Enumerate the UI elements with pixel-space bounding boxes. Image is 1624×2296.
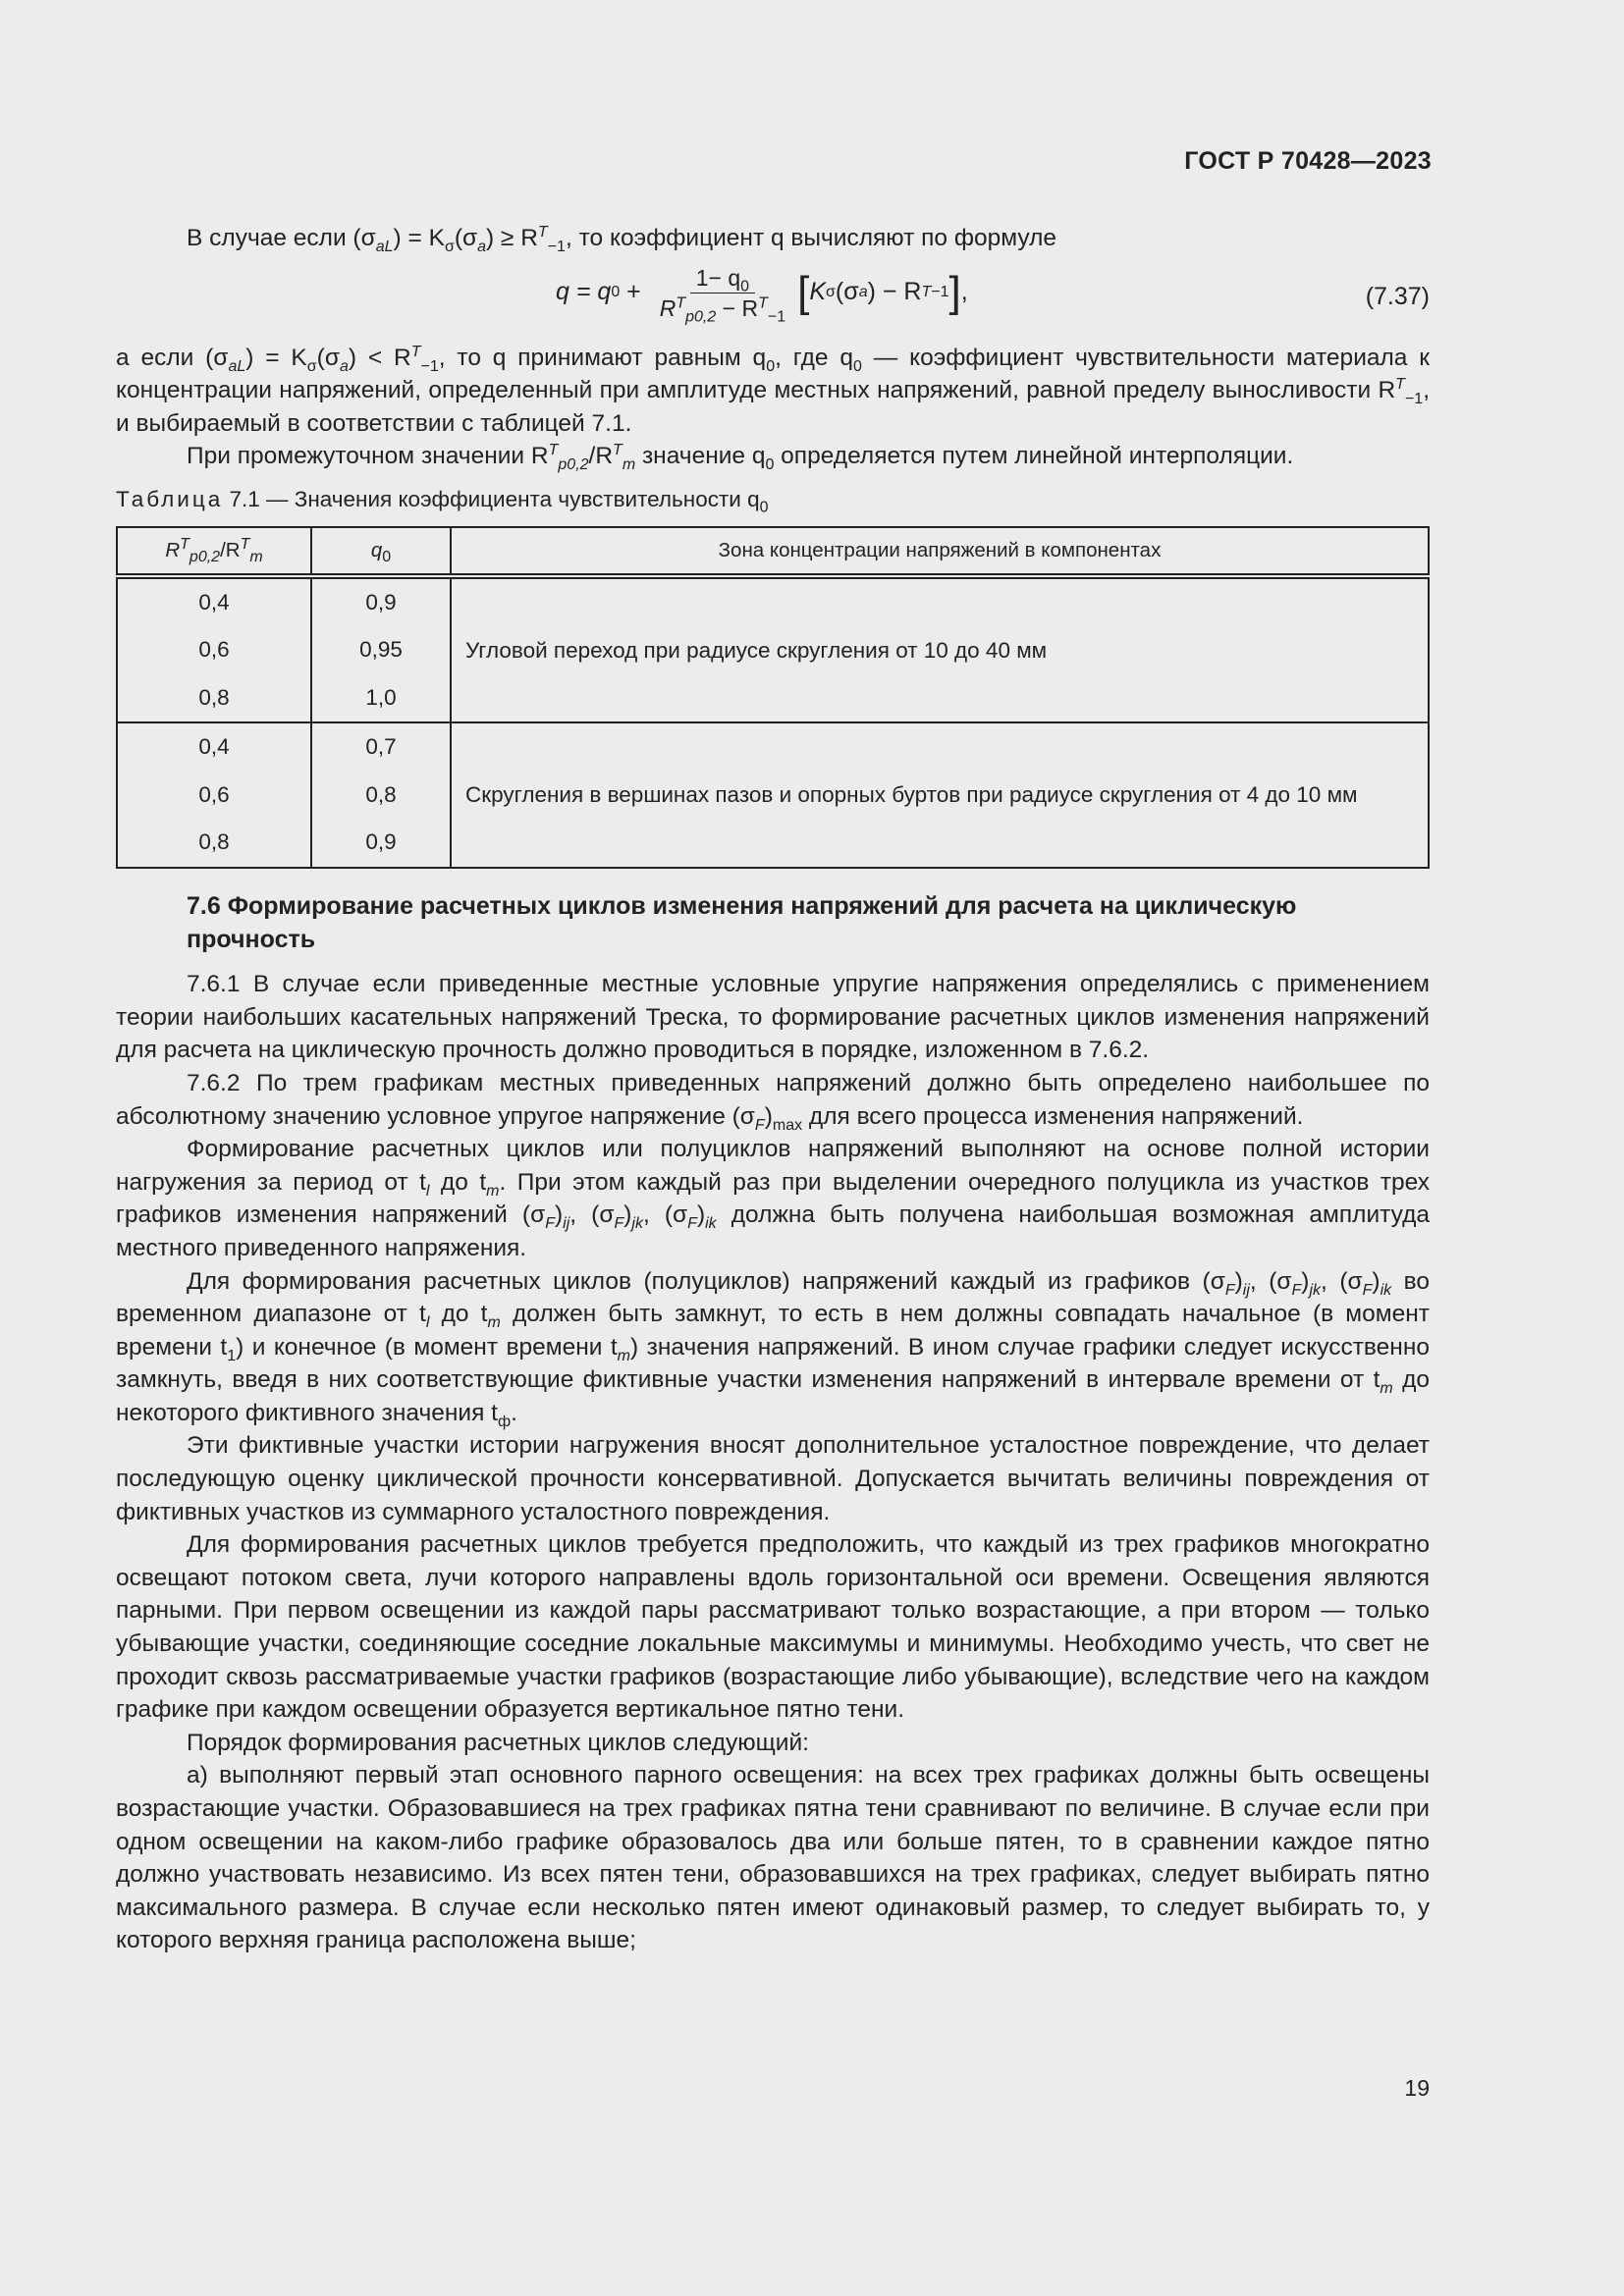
paragraph-order: Порядок формирования расчетных циклов следующий: bbox=[187, 1729, 809, 1756]
intro-paragraph: В случае если $(\sigma_{aL}) = K_\sigma(\sigma_a) \ge R^T_{-1}$, то коэффициент q вычисляют по формуле bbox=[187, 223, 1057, 255]
ratio-cell: 0,4 0,6 0,8 bbox=[117, 722, 311, 868]
column-header-zone: Зона концентрации напряжений в компонентах bbox=[451, 527, 1429, 576]
zone-cell: Скругления в вершинах пазов и опорных буртов при радиусе скругления от 4 до 10 мм bbox=[451, 722, 1429, 868]
formula-7-37 bbox=[116, 259, 1430, 340]
paragraph-after-formula: а если $(\sigma_{aL}) = K_\sigma(\sigma_a) < R^T_{-1}$, то q принимают равным $q_0$, где $q_0$ — коэффициент чувствительности материала к концентрации напряжений, определенный при амплитуде местных напряжений, равной пределу выносливости $R^T_{-1}$, и выбираемый в соответствии с таблицей 7.1. bbox=[116, 343, 1430, 437]
page-number: 19 bbox=[1404, 2075, 1430, 2101]
column-header-ratio: $R^T_{p0,2}/R^T_m$ bbox=[117, 527, 311, 576]
paragraph-cycle-formation: Формирование расчетных циклов или полуциклов напряжений выполняют на основе полной истории нагружения за период от $t_l$ до $t_m$. При этом каждый раз при выделении очередного полуцикла из участков трех графиков изменения напряжений $(\sigma_F)_{ij}$, $(\sigma_F)_{jk}$, $(\sigma_F)_{ik}$ должна быть получена наибольшая возможная амплитуда местного приведенного напряжения. bbox=[116, 1136, 1430, 1261]
paragraph-fictive: Эти фиктивные участки истории нагружения вносят дополнительное усталостное повреждение, что делает последующую оценку циклической прочности консервативной. Допускается вычитать величины повреждения от фиктивных участков из суммарного усталостного повреждения. bbox=[116, 1432, 1430, 1525]
paragraph-interpolation: При промежуточном значении $R^T_{p0,2}/R^T_m$ значение $q_0$ определяется путем линейной интерполяции. bbox=[187, 442, 1294, 474]
formula-body: q = q 0 + $\frac{1- q_0}{R^T_{p0,2} - R^T_{-1}}$ [ K σ (σ a ) − R T −1 ] , bbox=[556, 264, 968, 326]
section-heading-7-6: 7.6 Формирование расчетных циклов изменения напряжений для расчета на циклическую прочность bbox=[187, 891, 1297, 953]
coefficient-table bbox=[116, 526, 1430, 869]
page-content bbox=[116, 222, 1430, 1957]
formula-fraction: $\frac{1- q_0}{R^T_{p0,2} - R^T_{-1}}$ bbox=[659, 264, 786, 326]
ratio-cell: 0,4 0,6 0,8 bbox=[117, 576, 311, 723]
table-caption: Таблица 7.1 — Значения коэффициента чувствительности $q_0$ bbox=[116, 486, 769, 516]
formula-number: (7.37) bbox=[1365, 282, 1430, 310]
table-row bbox=[117, 722, 1429, 868]
paragraph-illumination: Для формирования расчетных циклов требуется предположить, что каждый из трех графиков многократно освещают потоком света, лучи которого направлены вдоль горизонтальной оси времени. Освещения являются парными. При первом освещении из каждой пары рассматривают только возрастающие, а при втором — только убывающие участки, соединяющие соседние локальные максимумы и минимумы. Необходимо учесть, что свет не проходит сквозь рассматриваемые участки графиков (возрастающие либо убывающие), вследствие чего на каждом графике при каждом освещении образуется вертикальное пятно тени. bbox=[116, 1531, 1430, 1724]
zone-cell: Угловой переход при радиусе скругления от 10 до 40 мм bbox=[451, 576, 1429, 723]
document-id: ГОСТ Р 70428—2023 bbox=[1184, 147, 1432, 175]
table-header-row bbox=[117, 527, 1429, 576]
q0-cell: 0,9 0,95 1,0 bbox=[311, 576, 451, 723]
column-header-q0: $q_0$ bbox=[311, 527, 451, 576]
paragraph-7-6-1: 7.6.1 В случае если приведенные местные условные упругие напряжения определялись с применением теории наибольших касательных напряжений Треска, то формирование расчетных циклов изменения напряжений для расчета на циклическую прочность должно проводиться в порядке, изложенном в 7.6.2. bbox=[116, 971, 1430, 1064]
paragraph-closure: Для формирования расчетных циклов (полуциклов) напряжений каждый из графиков $(\sigma_F)_{ij}$, $(\sigma_F)_{jk}$, $(\sigma_F)_{ik}$ во временном диапазоне от $t_l$ до $t_m$ должен быть замкнут, то есть в нем должны совпадать начальное (в момент времени $t_1$) и конечное (в момент времени $t_m$) значения напряжений. В ином случае графики следует искусственно замкнуть, введя в них соответствующие фиктивные участки изменения напряжений в интервале времени от $t_m$ до некоторого фиктивного значения $t_ф$. bbox=[116, 1267, 1430, 1430]
paragraph-step-a: а) выполняют первый этап основного парного освещения: на всех трех графиках должны быть освещены возрастающие участки. Образовавшиеся на трех графиках пятна тени сравнивают по величине. В случае если при одном освещении на каком-либо графике образовалось два или больше пятен, то в сравнении каждое пятно должно участвовать независимо. Из всех пятен тени, образовавшихся на трех графиках, следует выбирать пятно максимального размера. В случае если несколько пятен имеют одинаковый размер, то следует выбирать то, у которого верхняя граница расположена выше; bbox=[116, 1762, 1430, 1954]
q0-cell: 0,7 0,8 0,9 bbox=[311, 722, 451, 868]
table-row bbox=[117, 576, 1429, 723]
paragraph-7-6-2: 7.6.2 По трем графикам местных приведенных напряжений должно быть определено наибольшее по абсолютному значению условное упругое напряжение $(\sigma_F)_{max}$ для всего процесса изменения напряжений. bbox=[116, 1069, 1430, 1134]
